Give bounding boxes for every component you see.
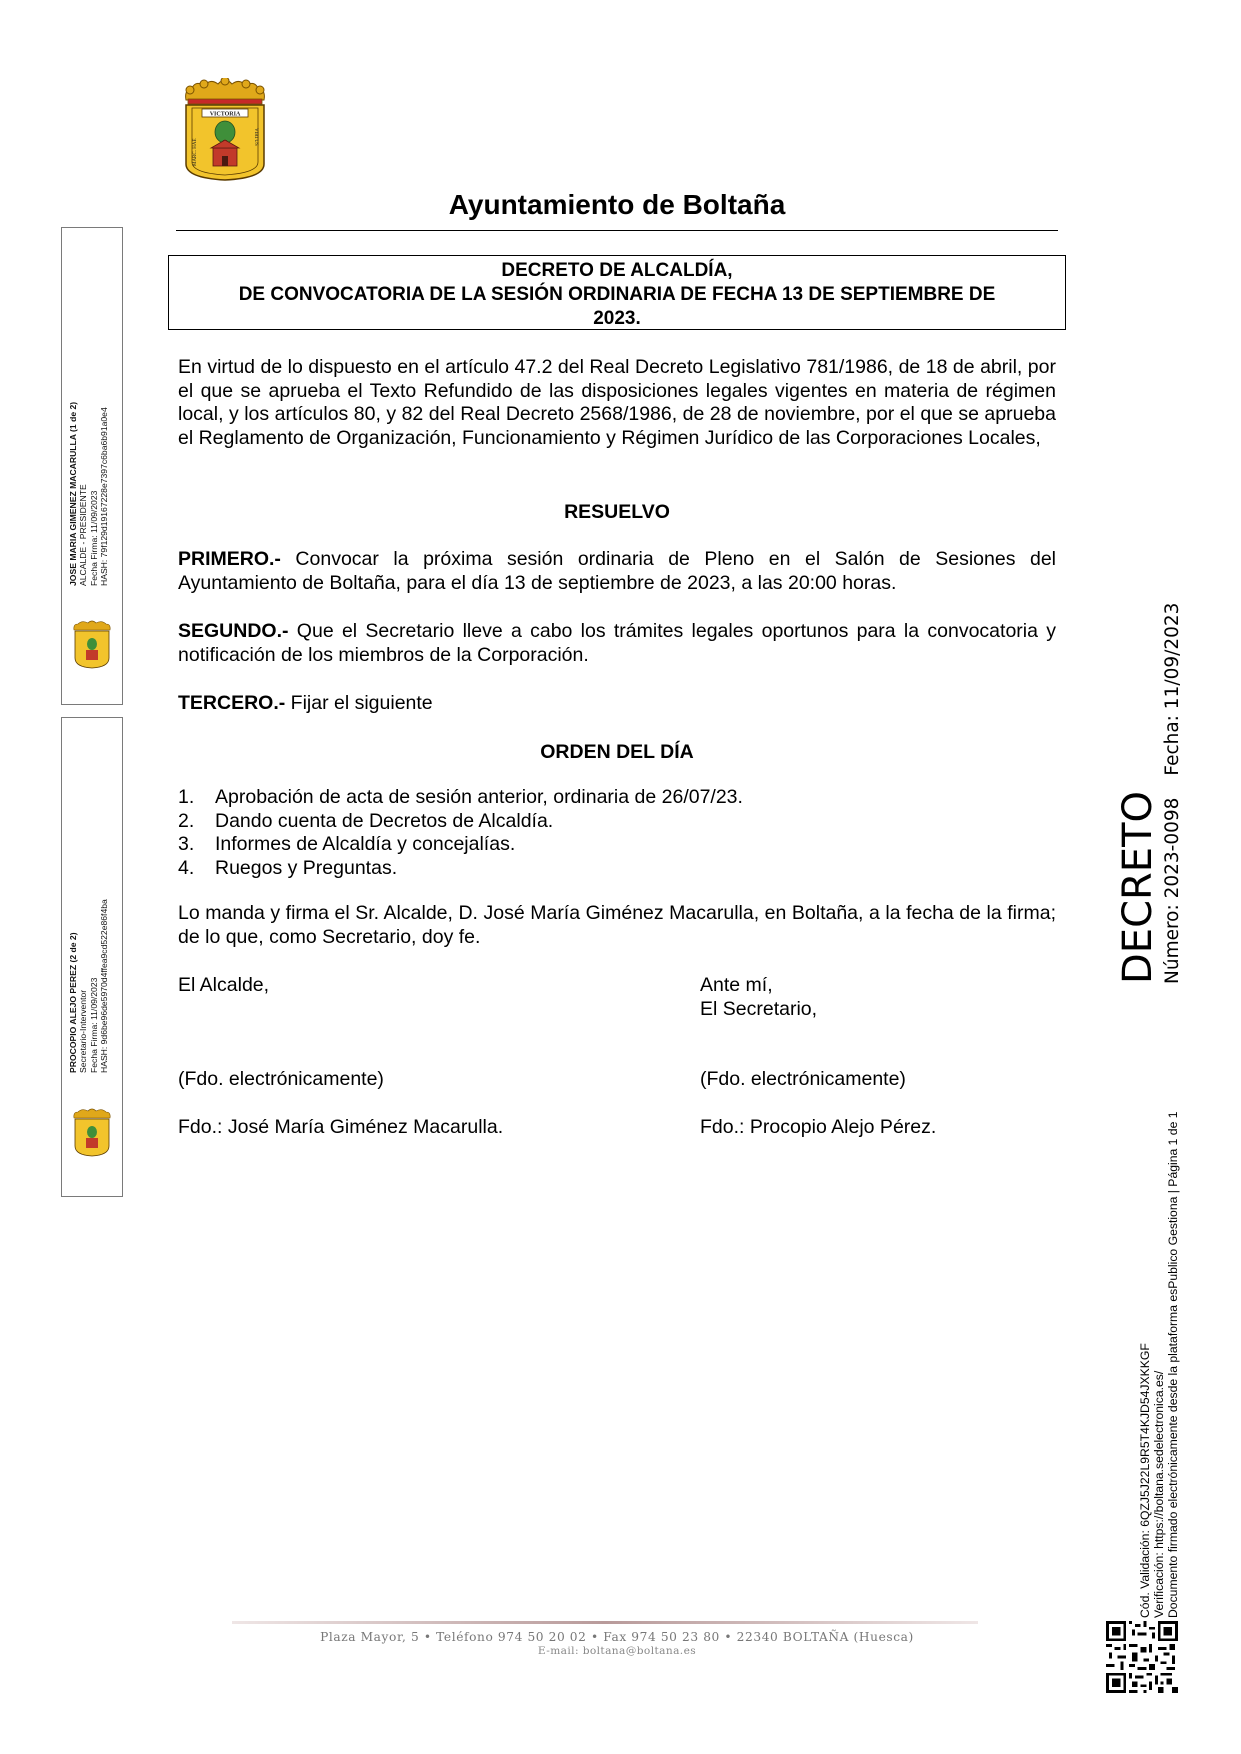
- decreto-date: Fecha: 11/09/2023: [1162, 602, 1183, 776]
- stamp-secretary-text: [68, 899, 110, 1073]
- stamp-signer-name: JOSE MARIA GIMENEZ MACARULLA (1 de 2): [68, 401, 78, 586]
- tercero-paragraph: [178, 692, 1056, 716]
- decree-title-box: [168, 255, 1066, 330]
- agenda-item: [178, 833, 1056, 857]
- decreto-label: DECRETO: [1115, 791, 1161, 984]
- secretary-role-line-2: El Secretario,: [700, 998, 818, 1020]
- validation-block: [1138, 1111, 1181, 1618]
- segundo-text: Que el Secretario lleve a cabo los trámites legales oportunos para la convocatoria y notificación de los miembros de la Corporación.: [178, 620, 1056, 666]
- agenda-item-number: 4.: [178, 856, 195, 879]
- agenda-item-text: Informes de Alcaldía y concejalías.: [215, 833, 516, 856]
- stamp-signer-name: PROCOPIO ALEJO PEREZ (2 de 2): [68, 932, 78, 1073]
- agenda-item: [178, 786, 1056, 810]
- header-divider: [176, 230, 1058, 231]
- stamp-crest-icon: [70, 620, 114, 670]
- signed-platform-note: Documento firmado electrónicamente desde la plataforma esPublico Gestiona | Página 1 de 1: [1166, 1111, 1181, 1618]
- agenda-item-text: Dando cuenta de Decretos de Alcaldía.: [215, 809, 554, 832]
- agenda-item-text: Aprobación de acta de sesión anterior, ordinaria de 26/07/23.: [215, 786, 743, 808]
- segundo-label: SEGUNDO.-: [178, 620, 289, 642]
- orden-del-dia-heading: ORDEN DEL DÍA: [540, 741, 694, 763]
- stamp-sign-date: Fecha Firma: 11/09/2023: [88, 977, 99, 1073]
- mayor-role-label: El Alcalde,: [178, 974, 270, 996]
- stamp-crest-icon: [70, 1108, 114, 1158]
- stamp-signer-role: ALCALDE - PRESIDENTE: [78, 484, 89, 586]
- primero-text: Convocar la próxima sesión ordinaria de Pleno en el Salón de Sesiones del Ayuntamiento de Boltaña, para el día 13 de septiembre de 2023, a las 20:00 horas.: [178, 548, 1056, 594]
- agenda-item-text: Ruegos y Preguntas.: [215, 856, 398, 879]
- footer-email: E-mail: boltana@boltana.es: [537, 1645, 697, 1657]
- crest-banner-text: VICTORIA: [209, 111, 241, 118]
- mayor-signature-name: Fdo.: José María Giménez Macarulla.: [178, 1116, 504, 1138]
- stamp-sign-date: Fecha Firma: 11/09/2023: [88, 490, 99, 586]
- decreto-number: Número: 2023-0098: [1162, 797, 1183, 984]
- segundo-paragraph: [178, 620, 1056, 667]
- agenda-item: [178, 857, 1056, 881]
- agenda-item-number: 2.: [178, 809, 195, 832]
- footer-divider: [232, 1621, 978, 1624]
- page-title: Ayuntamiento de Boltaña: [448, 189, 786, 220]
- decree-title-line-2: DE CONVOCATORIA DE LA SESIÓN ORDINARIA DE FECHA 13 DE SEPTIEMBRE DE: [238, 284, 996, 305]
- tercero-label: TERCERO.-: [178, 692, 286, 714]
- intro-paragraph: En virtud de lo dispuesto en el artículo 47.2 del Real Decreto Legislativo 781/1986, de 18 de abril, por el que se aprueba el Texto Refundido de las disposiciones legales vigentes en materia de régimen local, y los artículos 80, y 82 del Real Decreto 2568/1986, de 28 de noviembre, por el que se aprueba el Reglamento de Organización, Funcionamiento y Régimen Jurídico de las Corporaciones Locales,: [178, 356, 1056, 449]
- secretary-electronic-signature: (Fdo. electrónicamente): [700, 1068, 906, 1090]
- primero-label: PRIMERO.-: [178, 548, 281, 570]
- stamp-signer-role: Secretario-Interventor: [78, 989, 89, 1073]
- decree-title-line-1: DECRETO DE ALCALDÍA,: [501, 260, 733, 281]
- secretary-role-line-1: Ante mí,: [700, 974, 773, 996]
- secretary-signature-name: Fdo.: Procopio Alejo Pérez.: [700, 1116, 937, 1138]
- signature-stamp-secretary: [61, 717, 123, 1197]
- agenda-item-number: 3.: [178, 833, 195, 856]
- agenda-list: [178, 786, 1056, 880]
- agenda-item: [178, 810, 1056, 834]
- stamp-mayor-text: [68, 402, 110, 586]
- stamp-hash: HASH: 9d6be96de5970d4ffea9cd522e86f4ba: [99, 899, 110, 1073]
- closing-paragraph: Lo manda y firma el Sr. Alcalde, D. José María Giménez Macarulla, en Boltaña, a la fecha de la firma; de lo que, como Secretario, doy fe.: [178, 902, 1056, 948]
- primero-paragraph: [178, 548, 1056, 595]
- resuelvo-heading: RESUELVO: [564, 501, 670, 523]
- decree-title-line-3: 2023.: [593, 308, 641, 329]
- validation-code: Cód. Validación: 6QZJ5J22L9R5T4KJD54JXKKGF: [1138, 1343, 1152, 1618]
- verification-url[interactable]: Verificación: https://boltana.sedelectronica.es/: [1152, 1370, 1167, 1618]
- crest-right-text: VIRTUS: [253, 128, 258, 146]
- crest-left-text: MARC. HAE: [193, 138, 198, 166]
- footer-address: Plaza Mayor, 5 • Teléfono 974 50 20 02 • Fax 974 50 23 80 • 22340 BOLTAÑA (Huesca): [320, 1630, 914, 1644]
- stamp-hash: HASH: 79f129d1916722​8e7397c6ba6b91a0e4: [99, 407, 110, 586]
- decreto-number-date: [1162, 603, 1184, 984]
- signature-stamp-mayor: [61, 227, 123, 705]
- tercero-text: Fijar el siguiente: [285, 692, 433, 714]
- municipal-crest-logo: [180, 78, 270, 182]
- mayor-electronic-signature: (Fdo. electrónicamente): [178, 1068, 384, 1090]
- qr-code-icon: [1106, 1621, 1178, 1693]
- agenda-item-number: 1.: [178, 786, 195, 808]
